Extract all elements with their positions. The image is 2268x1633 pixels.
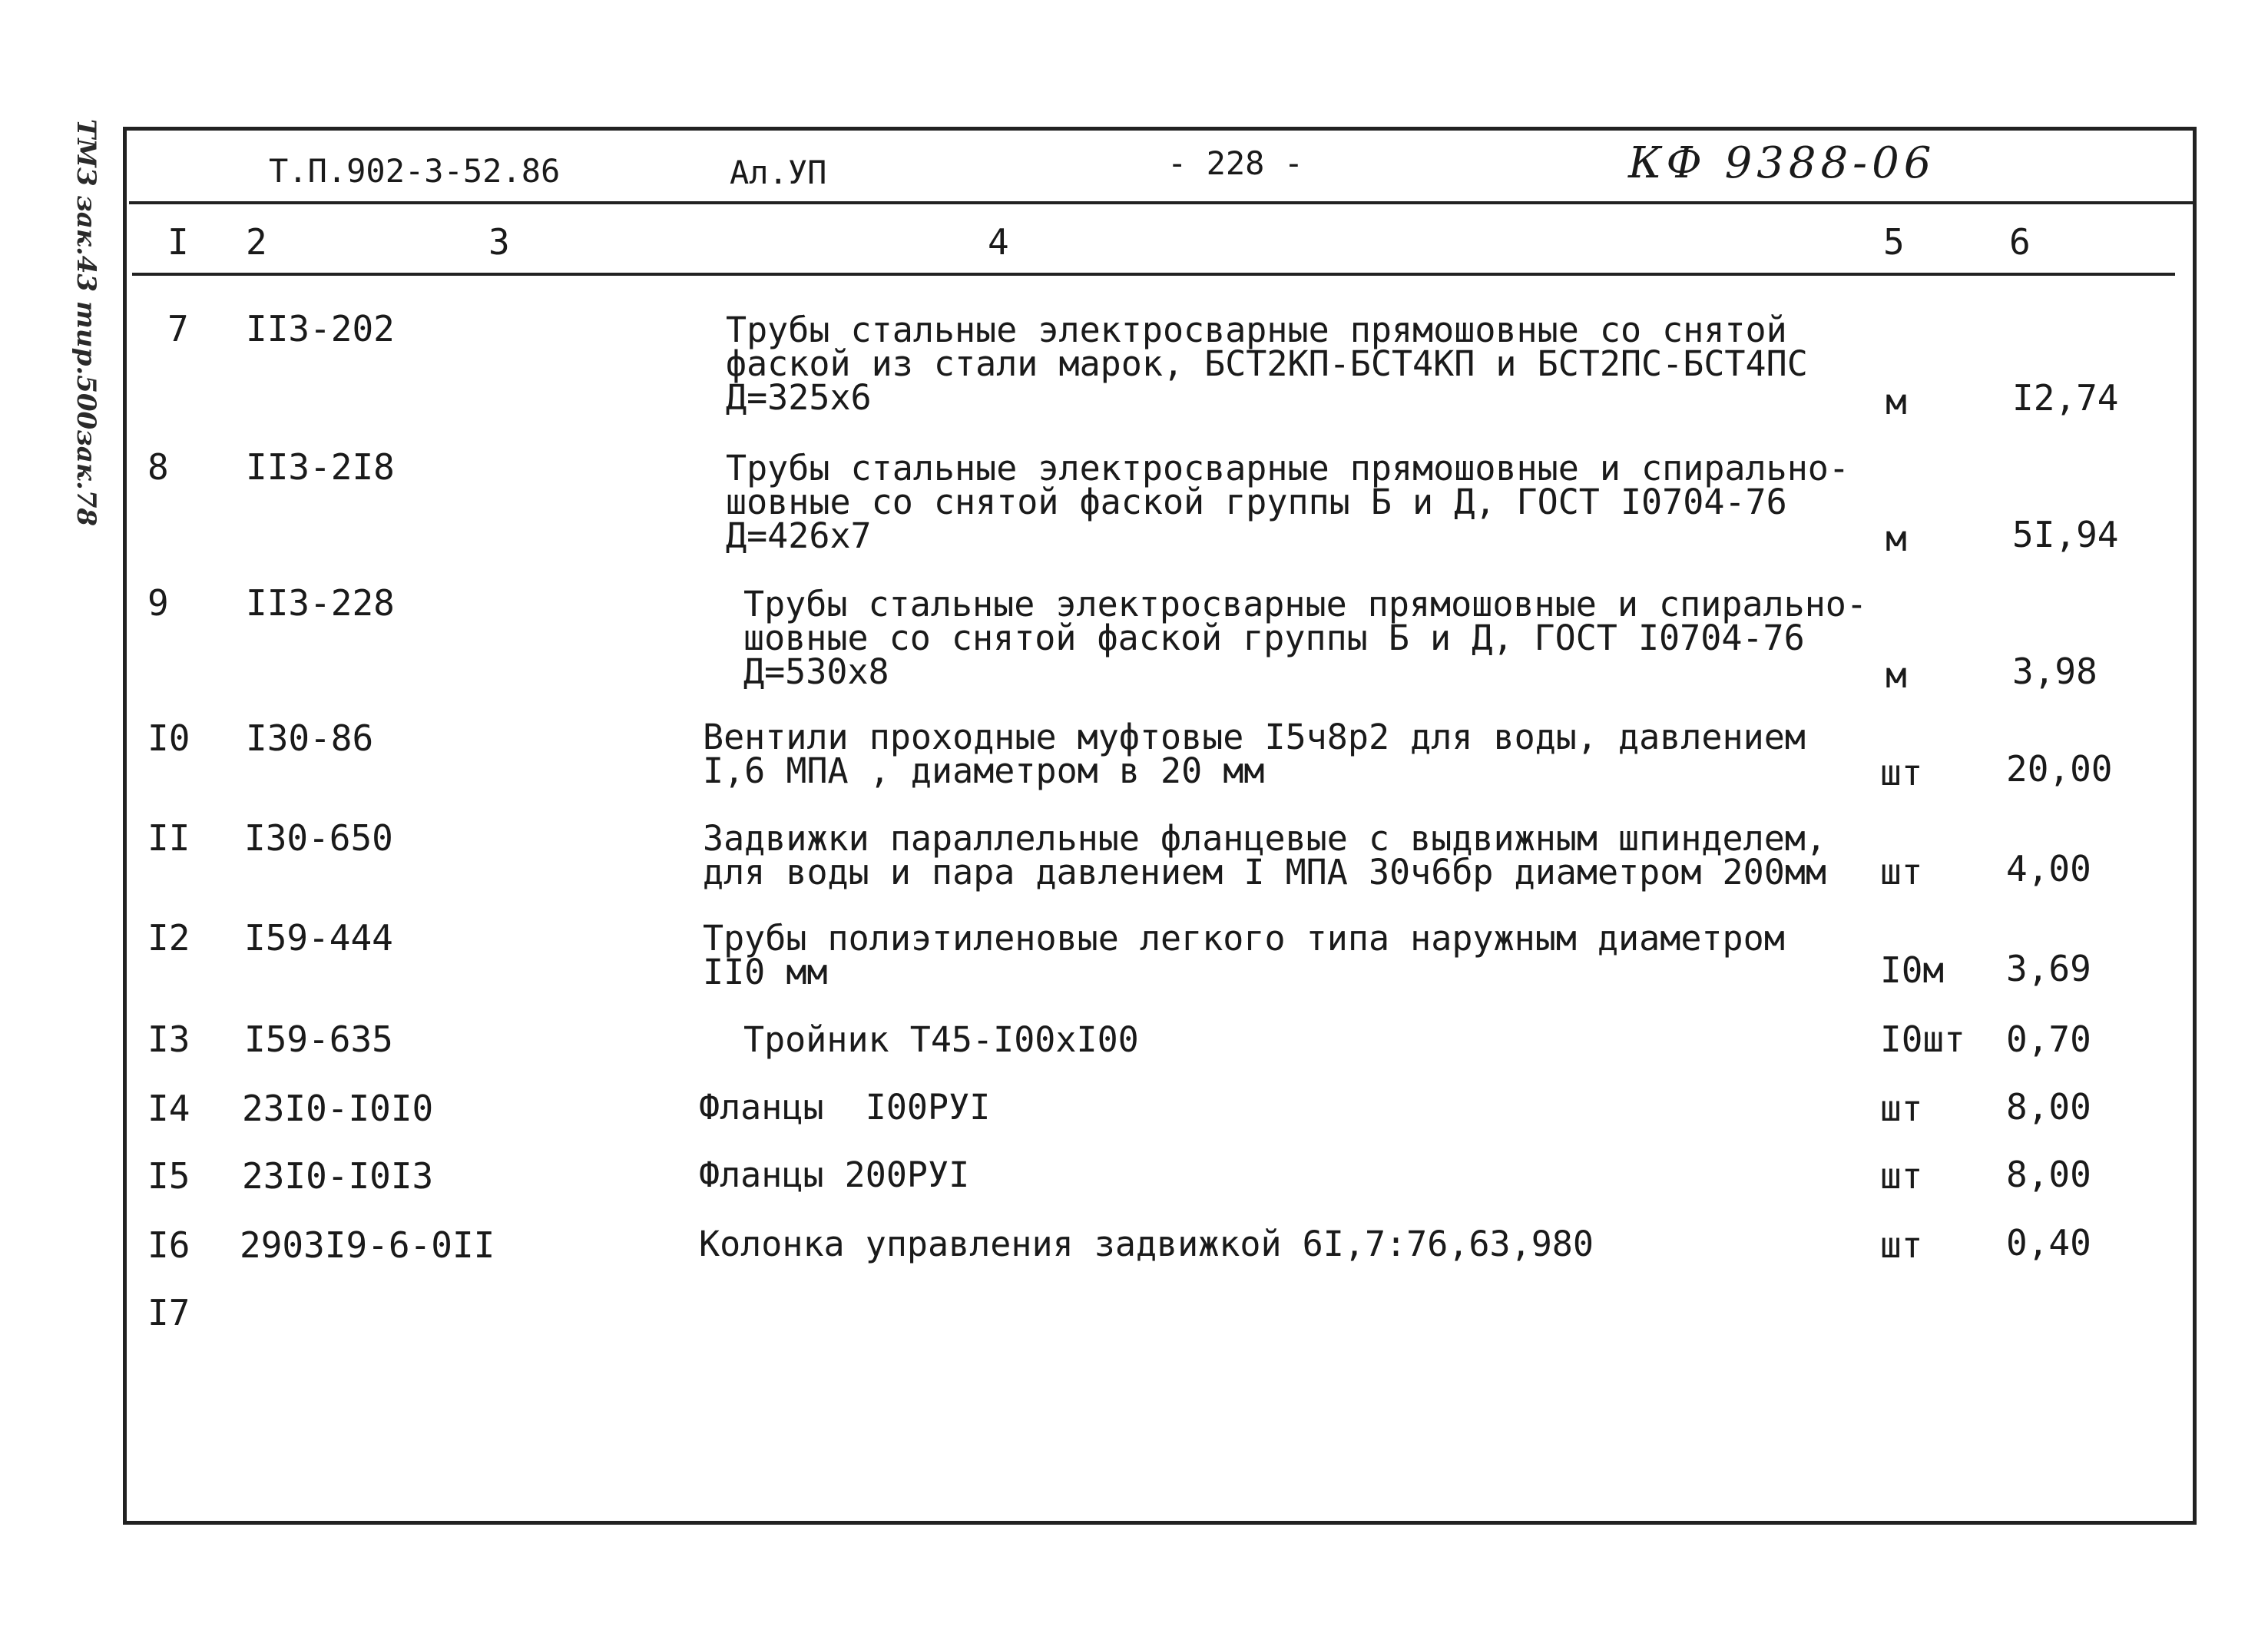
- row-code: 23I0-I0I0: [242, 1088, 434, 1129]
- row-description: [703, 818, 1826, 893]
- row-description-line: II0 мм: [703, 952, 828, 992]
- row-description-line: Тройник Т45-I00хI00: [743, 1019, 1139, 1060]
- row-description-line: для воды и пара давлением I МПА 30ч6бр диаметром 200мм: [703, 852, 1826, 893]
- column-header-6: 6: [2009, 221, 2031, 263]
- row-unit: шт: [1880, 1088, 1923, 1129]
- row-unit: шт: [1880, 1155, 1923, 1197]
- row-quantity: 3,69: [2006, 948, 2091, 989]
- row-number: II: [147, 817, 190, 859]
- row-quantity: 8,00: [2006, 1154, 2091, 1195]
- row-description: [726, 310, 1808, 418]
- row-description-line: Вентили проходные муфтовые I5ч8р2 для воды, давлением: [703, 717, 1806, 757]
- row-unit: шт: [1880, 752, 1923, 793]
- row-quantity: 20,00: [2006, 748, 2113, 790]
- row-description-line: Трубы стальные электросварные прямошовные со снятой: [726, 310, 1787, 350]
- row-unit: м: [1886, 381, 1907, 422]
- side-stamp-text: ТМЗ зак.43 тир.500зак.78: [71, 118, 101, 527]
- kf-code: КФ 9388-06: [1628, 138, 1936, 188]
- column-header-1: I: [167, 221, 189, 263]
- row-code: I30-650: [244, 817, 393, 859]
- row-description-line: Фланцы I00РУI: [699, 1087, 991, 1128]
- row-code: I59-635: [244, 1019, 393, 1060]
- row-description-line: Д=530х8: [743, 651, 889, 692]
- row-number: I4: [147, 1088, 190, 1129]
- row-quantity: 8,00: [2006, 1086, 2091, 1128]
- row-description-line: Колонка управления задвижкой 6I,7:76,63,980: [699, 1224, 1594, 1264]
- column-header-4: 4: [988, 221, 1009, 263]
- row-unit: м: [1886, 518, 1907, 559]
- row-description: [699, 1087, 991, 1128]
- row-description-line: Д=325х6: [726, 377, 872, 418]
- row-description: [726, 448, 1849, 556]
- row-description: [743, 1019, 1139, 1060]
- row-number: I2: [147, 917, 190, 959]
- row-description-line: Трубы стальные электросварные прямошовные и спирально-: [743, 584, 1867, 624]
- column-header-3: 3: [488, 221, 510, 263]
- row-description-line: Фланцы 200РУI: [699, 1154, 970, 1195]
- row-code: I30-86: [246, 717, 374, 759]
- row-number: 7: [167, 308, 189, 349]
- doc-code: Т.П.902-3-52.86: [269, 152, 561, 190]
- row-description-line: Д=426х7: [726, 515, 872, 556]
- row-number: I7: [147, 1292, 190, 1333]
- side-stamp: [48, 118, 124, 527]
- row-unit: I0м: [1880, 949, 1945, 991]
- page-number: - 228 -: [1167, 144, 1304, 182]
- column-header-divider: [132, 273, 2175, 276]
- row-description-line: фаской из стали марок, БСТ2КП-БСТ4КП и БСТ2ПС-БСТ4ПС: [726, 343, 1808, 384]
- row-description-line: Задвижки параллельные фланцевые с выдвижным шпинделем,: [703, 818, 1826, 859]
- row-code: 2903I9-6-0II: [240, 1224, 495, 1266]
- row-quantity: 4,00: [2006, 848, 2091, 889]
- row-code: I59-444: [244, 917, 393, 959]
- row-number: 8: [147, 446, 169, 488]
- row-description-line: шовные со снятой фаской группы Б и Д, ГОСТ I0704-76: [726, 482, 1787, 522]
- row-code: II3-202: [246, 308, 395, 349]
- row-quantity: 0,40: [2006, 1222, 2091, 1264]
- row-description-line: Трубы стальные электросварные прямошовные и спирально-: [726, 448, 1849, 489]
- album-label: Ал.УП: [730, 154, 827, 191]
- row-unit: I0шт: [1880, 1019, 1965, 1060]
- row-description: [699, 1224, 1594, 1264]
- row-code: II3-2I8: [246, 446, 395, 488]
- row-number: I3: [147, 1019, 190, 1060]
- row-number: 9: [147, 582, 169, 624]
- row-description-line: Трубы полиэтиленовые легкого типа наружным диаметром: [703, 918, 1785, 959]
- row-unit: шт: [1880, 851, 1923, 893]
- row-description: [743, 584, 1867, 692]
- row-quantity: 3,98: [2012, 651, 2097, 692]
- row-number: I0: [147, 717, 190, 759]
- row-number: I5: [147, 1155, 190, 1197]
- row-description-line: шовные со снятой фаской группы Б и Д, ГОСТ I0704-76: [743, 618, 1805, 658]
- column-header-5: 5: [1883, 221, 1905, 263]
- row-quantity: 5I,94: [2012, 514, 2119, 555]
- column-header-2: 2: [246, 221, 267, 263]
- row-description: [703, 918, 1785, 992]
- row-description: [699, 1154, 970, 1195]
- row-code: II3-228: [246, 582, 395, 624]
- header-divider: [129, 201, 2197, 204]
- row-quantity: 0,70: [2006, 1019, 2091, 1060]
- row-unit: м: [1886, 654, 1907, 696]
- row-description-line: I,6 МПА , диаметром в 20 мм: [703, 750, 1265, 791]
- row-quantity: I2,74: [2012, 377, 2119, 419]
- row-code: 23I0-I0I3: [242, 1155, 434, 1197]
- row-number: I6: [147, 1224, 190, 1266]
- row-description: [703, 717, 1806, 791]
- row-unit: шт: [1880, 1224, 1923, 1266]
